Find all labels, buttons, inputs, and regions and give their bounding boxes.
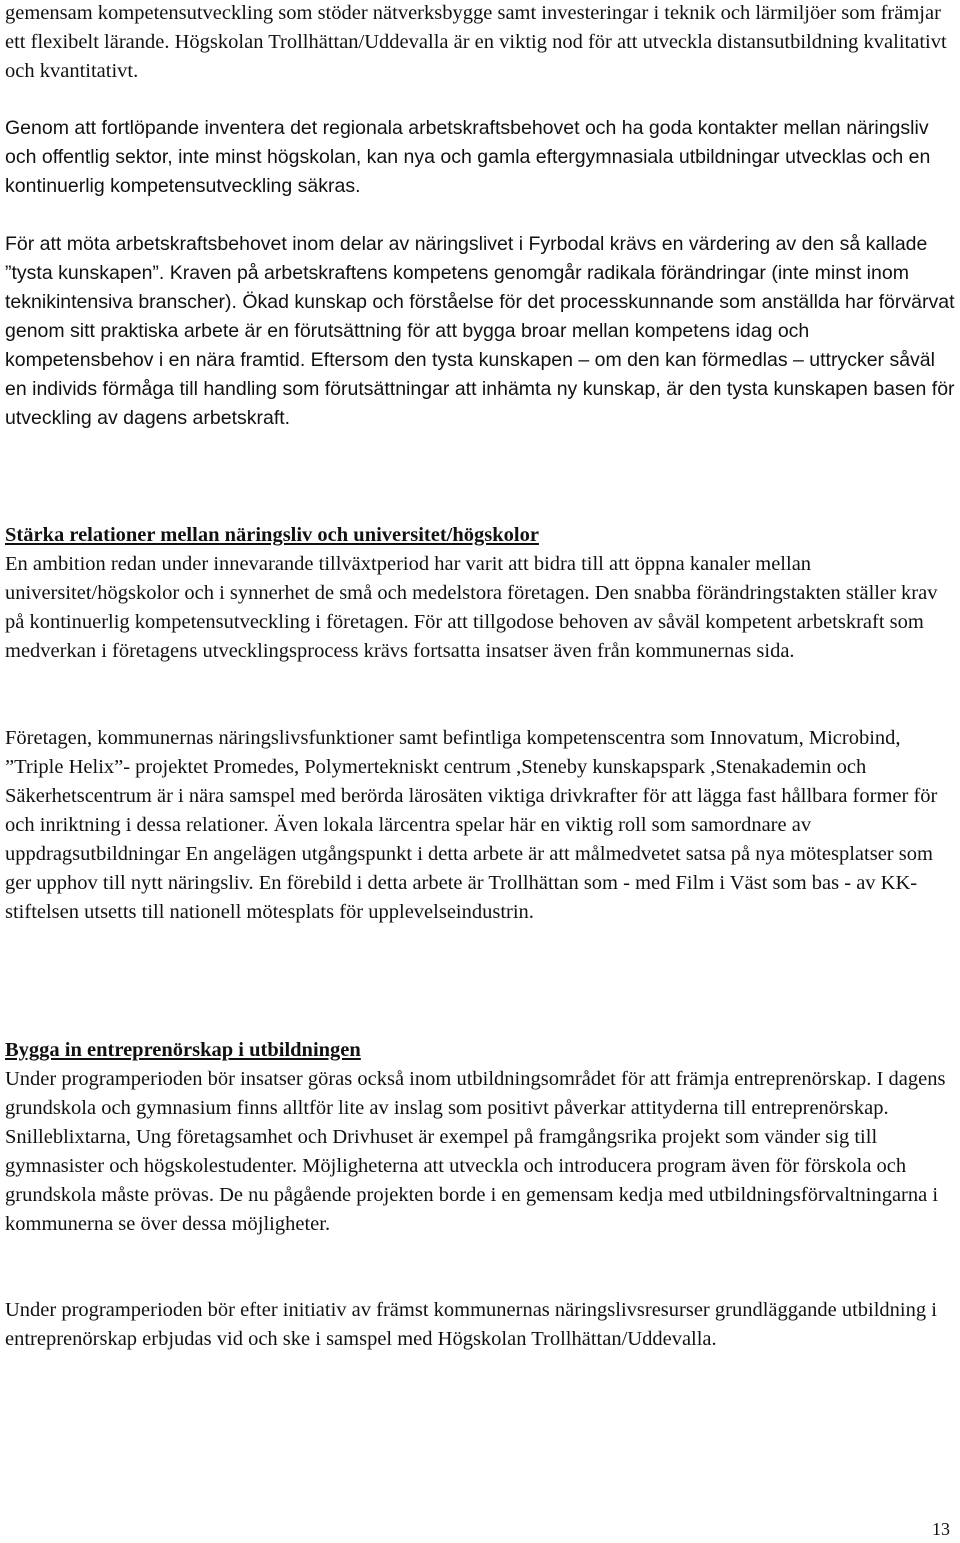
section-heading-entrepreneurship: Bygga in entreprenörskap i utbildningen (5, 1039, 361, 1061)
paragraph-inventory: Genom att fortlöpande inventera det regionala arbetskraftsbehovet och ha goda kontakter mellan näringsliv och offentlig sektor, inte minst högskolan, kan nya och gamla eftergymnasiala utbildningar utvecklas och en kontinuerlig kompetensutveckling säkras. (5, 117, 931, 197)
intro-paragraph: gemensam kompetensutveckling som stöder nätverksbygge samt investeringar i teknik och lärmiljöer som främjar ett flexibelt lärande. Högskolan Trollhättan/Uddevalla är en viktig nod för att utveckla distansutbildning kvalitativt och kvantitativt. (5, 2, 947, 82)
page-number: 13 (932, 1519, 950, 1539)
entrepreneurship-paragraph-2: Under programperioden bör efter initiativ av främst kommunernas näringslivsresurser grundläggande utbildning i entreprenörskap erbjudas vid och ske i samspel med Högskolan Trollhättan/Uddevalla. (5, 1299, 937, 1350)
entrepreneurship-paragraph-1: Under programperioden bör insatser göras också inom utbildningsområdet för att främja entreprenörskap. I dagens grundskola och gymnasium finns alltför lite av inslag som positivt påverkar attityderna till entreprenörskap. Snilleblixtarna, Ung företagsamhet och Drivhuset är exempel på framgångsrika projekt som vänder sig till gymnasister och högskolestudenter. Möjligheterna att utveckla och introducera program även för förskola och grundskola måste prövas. De nu pågående projekten borde i en gemensam kedja med utbildningsförvaltningarna i kommunerna se över dessa möjligheter. (5, 1068, 946, 1235)
relations-paragraph-2: Företagen, kommunernas näringslivsfunktioner samt befintliga kompetenscentra som Innovatum, Microbind, ”Triple Helix”- projektet Promedes, Polymertekniskt centrum ,Steneby kunskapspark ,Stenakademin och Säkerhetscentrum är i nära samspel med berörda lärosäten viktiga drivkrafter för att lägga fast hållbara former för och inriktning i dessa relationer. Även lokala lärcentra spelar här en viktig roll som samordnare av uppdragsutbildningar En angelägen utgångspunkt i detta arbete är att målmedvetet satsa på nya mötesplatser som ger upphov till nytt näringsliv. En förebild i detta arbete är Trollhättan som - med Film i Väst som bas - av KK-stiftelsen utsetts till nationell mötesplats för upplevelseindustrin. (5, 727, 938, 923)
paragraph-tacit-knowledge: För att möta arbetskraftsbehovet inom delar av näringslivet i Fyrbodal krävs en värdering av den så kallade ”tysta kunskapen”. Kraven på arbetskraftens kompetens genomgår radikala förändringar (inte minst inom teknikintensiva branscher). Ökad kunskap och förståelse för det processkunnande som anställda har förvärvat genom sitt praktiska arbete är en förutsättning för att bygga broar mellan kompetens idag och kompetensbehov i en nära framtid. Eftersom den tysta kunskapen – om den kan förmedlas – uttrycker såväl en individs förmåga till handling som förutsättningar att inhämta ny kunskap, är den tysta kunskapen basen för utveckling av dagens arbetskraft. (5, 233, 955, 429)
section-heading-relations: Stärka relationer mellan näringsliv och universitet/högskolor (5, 524, 539, 546)
relations-paragraph-1: En ambition redan under innevarande tillväxtperiod har varit att bidra till att öppna kanaler mellan universitet/högskolor och i synnerhet de små och medelstora företagen. Den snabba förändringstakten ställer krav på kontinuerlig kompetensutveckling i företagen. För att tillgodose behoven av såväl kompetent arbetskraft som medverkan i företagens utvecklingsprocess krävs fortsatta insatser även från kommunernas sida. (5, 553, 938, 662)
